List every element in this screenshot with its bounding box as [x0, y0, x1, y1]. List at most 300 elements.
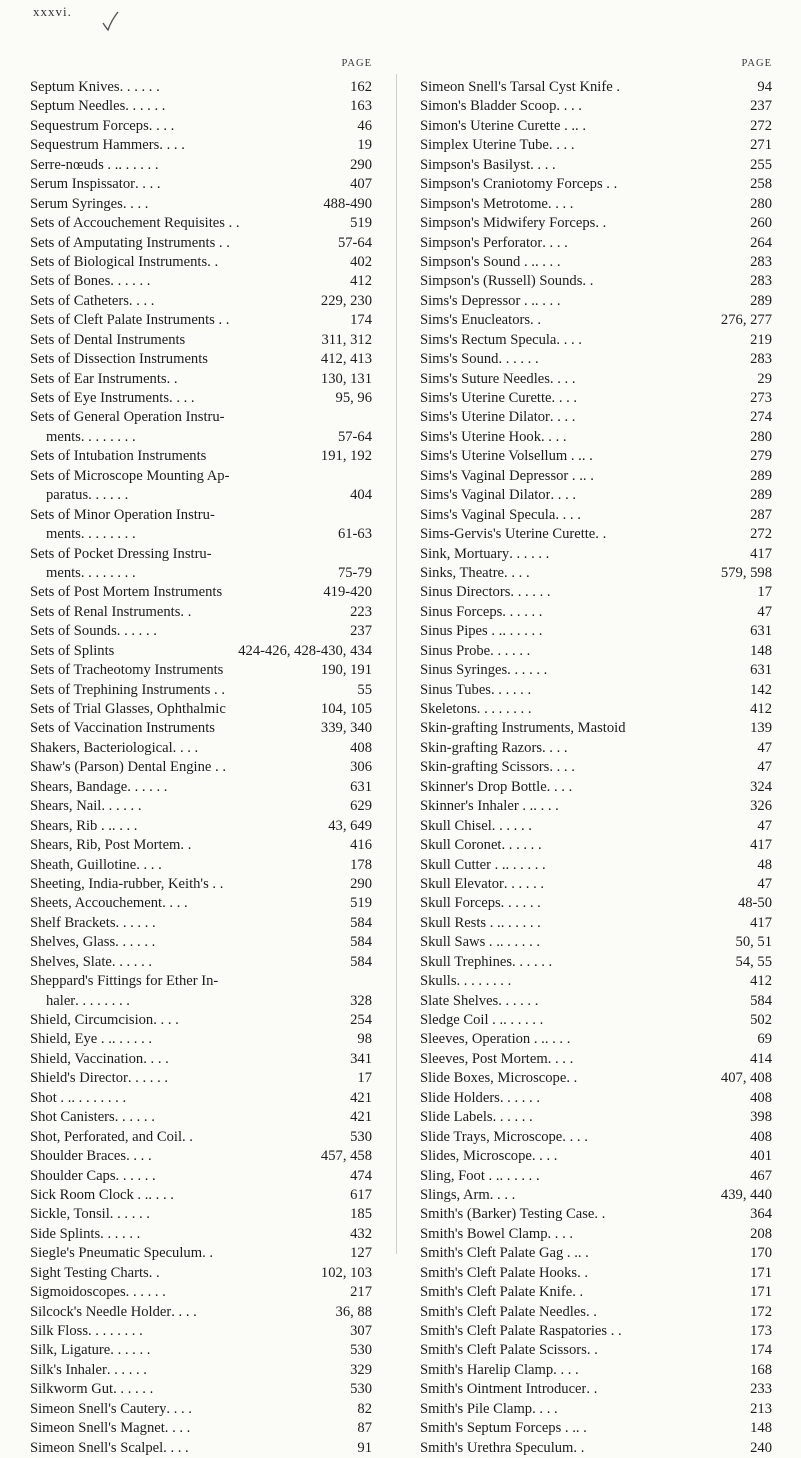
- entry-page-ref: 408: [750, 1089, 772, 1106]
- entry-term: Slide Trays, Microscope: [420, 1128, 563, 1145]
- entry-page-ref: 417: [750, 545, 772, 562]
- entry-page-ref: 329: [350, 1361, 372, 1378]
- index-entry: [420, 78, 772, 97]
- index-entry: [420, 117, 772, 136]
- entry-page-ref: 57-64: [337, 428, 372, 445]
- entry-leader: . . . . . . . .: [88, 1323, 143, 1339]
- entry-leader: . . . . . . . .: [456, 973, 512, 990]
- index-entry: [420, 1147, 772, 1166]
- entry-page-ref: 412: [750, 973, 772, 990]
- entry-page-ref: 579, 598: [720, 564, 772, 581]
- index-entry: [30, 1108, 372, 1127]
- entry-term: haler: [46, 992, 76, 1009]
- entry-page-ref: 237: [750, 98, 772, 115]
- entry-page-ref: 255: [750, 156, 772, 173]
- index-entry: [420, 972, 772, 991]
- entry-leader: . . . .: [555, 506, 581, 523]
- entry-term: Slide Labels: [420, 1109, 493, 1126]
- entry-page-ref: 48: [757, 856, 772, 873]
- index-entry: [30, 564, 372, 583]
- entry-page-ref: 408: [750, 1128, 772, 1145]
- entry-leader: . .: [595, 526, 607, 543]
- entry-page-ref: 404: [350, 487, 372, 504]
- entry-page-ref: 629: [350, 798, 372, 815]
- entry-term: Silkworm Gut: [30, 1381, 114, 1398]
- entry-leader: . . . .: [148, 117, 175, 134]
- entry-term: Skull Cutter . .: [420, 856, 506, 873]
- entry-page-ref: 163: [350, 98, 372, 115]
- entry-page-ref: 341: [350, 1050, 372, 1067]
- entry-term: Sims's Uterine Hook: [420, 428, 541, 445]
- index-entry: [420, 894, 772, 913]
- index-entry: [30, 1400, 372, 1419]
- entry-leader: . . . .: [504, 564, 530, 581]
- index-entry: [30, 1419, 372, 1438]
- entry-leader: . . . . . . . .: [75, 992, 130, 1009]
- entry-leader: . . . .: [562, 1128, 588, 1145]
- entry-leader: . . . . . .: [110, 273, 151, 290]
- entry-page-ref: 233: [750, 1381, 772, 1398]
- entry-leader: . . . .: [547, 1050, 574, 1067]
- entry-term: Shot Canisters: [30, 1109, 115, 1126]
- index-entry: [420, 370, 772, 389]
- column-divider: [396, 74, 397, 1254]
- entry-leader: . . . .: [530, 156, 556, 173]
- column-header: PAGE: [741, 58, 772, 69]
- index-entry: [420, 836, 772, 855]
- index-entry: [420, 175, 772, 194]
- entry-leader: . . . .: [148, 1186, 174, 1203]
- entry-term: Simeon Snell's Magnet: [30, 1420, 165, 1437]
- entry-term: Skin-grafting Razors: [420, 739, 542, 756]
- index-entry: [30, 603, 372, 622]
- entry-page-ref: 530: [350, 1381, 372, 1398]
- entry-term: Skulls: [420, 973, 457, 990]
- index-entry: [30, 1128, 372, 1147]
- index-entry: [30, 1205, 372, 1224]
- entry-leader: . . . .: [172, 739, 199, 756]
- entry-page-ref: 289: [750, 292, 772, 309]
- entry-term: Skull Elevator: [420, 875, 504, 892]
- entry-leader: . . . . . . . .: [476, 701, 532, 717]
- entry-term: Sets of Accouchement Requisites . .: [30, 215, 240, 232]
- entry-term: Skull Forceps: [420, 895, 501, 912]
- entry-page-ref: 174: [750, 1342, 772, 1359]
- index-entry: [30, 1322, 372, 1341]
- index-entry: [420, 1361, 772, 1380]
- entry-page-ref: 326: [750, 798, 772, 815]
- index-entry: [30, 583, 372, 602]
- index-entry: [420, 992, 772, 1011]
- entry-term: Sims-Gervis's Uterine Curette: [420, 526, 596, 543]
- entry-term: Sets of Sounds: [30, 623, 117, 640]
- entry-page-ref: 104, 105: [320, 701, 372, 717]
- entry-term: Simpson's Basilyst: [420, 156, 531, 173]
- index-entry: [420, 758, 772, 777]
- entry-page-ref: 417: [750, 914, 772, 931]
- index-entry: [30, 253, 372, 272]
- entry-term: Sets of Ear Instruments: [30, 370, 167, 387]
- index-entry: [420, 622, 772, 641]
- index-entry: [420, 525, 772, 544]
- entry-term: Skull Trephines: [420, 953, 513, 970]
- entry-term: Smith's Cleft Palate Knife: [420, 1284, 573, 1301]
- entry-leader: . .: [594, 1206, 606, 1223]
- index-entry: [30, 622, 372, 641]
- entry-term: Shears, Nail: [30, 798, 102, 815]
- entry-leader: . . . . . .: [88, 487, 129, 504]
- index-entry: [30, 836, 372, 855]
- index-entry: [30, 331, 372, 350]
- entry-leader: . .: [575, 117, 586, 134]
- entry-page-ref: 432: [350, 1225, 372, 1242]
- entry-page-ref: 217: [350, 1284, 372, 1301]
- entry-page-ref: 311, 312: [321, 331, 372, 348]
- entry-term: Serum Syringes: [30, 195, 123, 212]
- entry-term: Shield, Vaccination: [30, 1050, 144, 1067]
- entry-leader: . . . .: [534, 292, 561, 309]
- index-entry: [30, 467, 372, 486]
- entry-leader: . . . .: [551, 390, 578, 406]
- entry-page-ref: 47: [757, 603, 772, 620]
- entry-page-ref: 401: [750, 1148, 772, 1165]
- entry-page-ref: 412: [350, 273, 372, 290]
- entry-leader: . .: [577, 1264, 589, 1281]
- entry-term: Skinner's Drop Bottle: [420, 778, 547, 795]
- entry-page-ref: 412, 413: [320, 351, 372, 368]
- entry-leader: . .: [566, 1070, 578, 1087]
- entry-page-ref: 307: [350, 1323, 372, 1339]
- entry-page-ref: 171: [750, 1264, 772, 1281]
- entry-term: Smith's Cleft Palate Needles: [420, 1303, 586, 1320]
- entry-page-ref: 47: [757, 759, 772, 776]
- index-entry: [30, 1244, 372, 1263]
- index-entry: [420, 797, 772, 816]
- entry-leader: . . . .: [556, 331, 582, 348]
- entry-page-ref: 87: [357, 1420, 372, 1437]
- entry-term: Sims's Uterine Dilator: [420, 409, 550, 426]
- index-entry: [420, 1322, 772, 1341]
- entry-leader: . . . .: [549, 759, 575, 776]
- entry-page-ref: 407: [350, 176, 372, 193]
- entry-leader: . . . . . .: [127, 778, 168, 795]
- entry-term: Shield, Eye . .: [30, 1031, 112, 1048]
- entry-term: Simplex Uterine Tube: [420, 137, 549, 154]
- entry-page-ref: 407, 408: [720, 1070, 772, 1087]
- index-entry: [420, 1050, 772, 1069]
- index-entry: [30, 78, 372, 97]
- index-entry: [30, 953, 372, 972]
- index-entry: [30, 1147, 372, 1166]
- index-entry: [30, 545, 372, 564]
- entry-leader: . . . .: [159, 137, 185, 154]
- index-entry: [420, 234, 772, 253]
- entry-page-ref: 274: [750, 409, 772, 426]
- entry-page-ref: 474: [350, 1167, 372, 1184]
- entry-term: Skull Coronet: [420, 837, 502, 854]
- index-entry: [30, 1186, 372, 1205]
- entry-term: Side Splints: [30, 1225, 101, 1242]
- entry-page-ref: 421: [350, 1109, 372, 1126]
- entry-page-ref: 412: [750, 701, 772, 717]
- entry-page-ref: 130, 131: [320, 370, 372, 387]
- entry-term: Sequestrum Forceps: [30, 117, 149, 134]
- index-entry: [30, 1069, 372, 1088]
- index-entry: [420, 1341, 772, 1360]
- entry-leader: . . . . . .: [119, 79, 160, 95]
- entry-leader: . .: [595, 215, 607, 232]
- entry-page-ref: 46: [357, 117, 372, 134]
- index-entry: [420, 506, 772, 525]
- entry-page-ref: 439, 440: [720, 1186, 772, 1203]
- entry-term: Sigmoidoscopes: [30, 1284, 126, 1301]
- index-entry: [30, 136, 372, 155]
- index-entry: [420, 253, 772, 272]
- entry-page-ref: 148: [750, 1420, 772, 1437]
- index-entry: [30, 292, 372, 311]
- entry-term: ments: [46, 526, 81, 543]
- entry-term: Shears, Rib . .: [30, 817, 112, 834]
- entry-page-ref: 584: [750, 992, 772, 1009]
- entry-leader: . . . .: [143, 1050, 169, 1067]
- entry-page-ref: 185: [350, 1206, 372, 1223]
- entry-term: Simpson's Craniotomy Forceps . .: [420, 176, 618, 193]
- entry-term: Slides, Microscope: [420, 1148, 532, 1165]
- entry-page-ref: 271: [750, 137, 772, 154]
- index-entry: [30, 1167, 372, 1186]
- entry-leader: . . . . . .: [502, 603, 543, 620]
- index-entry: [30, 447, 372, 466]
- entry-page-ref: 148: [750, 642, 772, 659]
- entry-term: Simpson's Sound . .: [420, 253, 535, 270]
- entry-term: Sick Room Clock . .: [30, 1186, 149, 1203]
- entry-term: Sets of Vaccination Instruments: [30, 720, 215, 737]
- index-entry: [420, 1225, 772, 1244]
- index-entry: [30, 1225, 372, 1244]
- index-entry: [420, 331, 772, 350]
- entry-page-ref: 398: [750, 1109, 772, 1126]
- entry-page-ref: 91: [357, 1439, 372, 1456]
- entry-term: Sight Testing Charts: [30, 1264, 149, 1281]
- entry-page-ref: 223: [350, 603, 372, 620]
- entry-leader: . .: [581, 448, 593, 465]
- entry-leader: . . . . . .: [115, 914, 156, 931]
- entry-term: Silk Floss: [30, 1323, 88, 1339]
- entry-leader: . .: [572, 1284, 584, 1301]
- entry-page-ref: 82: [357, 1400, 372, 1417]
- entry-term: Sims's Depressor . .: [420, 292, 535, 309]
- index-entry: [30, 272, 372, 291]
- entry-term: Sling, Foot . .: [420, 1167, 500, 1184]
- entry-page-ref: 272: [750, 526, 772, 543]
- entry-page-ref: 280: [750, 195, 772, 212]
- entry-term: Silk, Ligature: [30, 1342, 111, 1359]
- entry-leader: . .: [202, 1245, 214, 1262]
- index-entry: [420, 1380, 772, 1399]
- entry-page-ref: 408: [350, 739, 372, 756]
- entry-term: Simon's Bladder Scoop: [420, 98, 557, 115]
- entry-page-ref: 61-63: [337, 526, 372, 543]
- entry-term: Skeletons: [420, 701, 477, 717]
- index-entry: [420, 681, 772, 700]
- entry-leader: . . . .: [169, 390, 195, 406]
- entry-term: Sets of Amputating Instruments . .: [30, 234, 230, 251]
- index-entry: [30, 389, 372, 408]
- column-header: PAGE: [341, 58, 372, 69]
- index-entry: [420, 1400, 772, 1419]
- entry-term: Simpson's Midwifery Forceps: [420, 215, 596, 232]
- entry-leader: . . . .: [166, 1400, 192, 1417]
- index-entry: [30, 195, 372, 214]
- index-entry: [30, 214, 372, 233]
- entry-leader: . . . .: [171, 1303, 197, 1320]
- index-entry: [420, 1128, 772, 1147]
- entry-page-ref: 272: [750, 117, 772, 134]
- entry-page-ref: 208: [750, 1225, 772, 1242]
- index-entry: [420, 1439, 772, 1458]
- entry-leader: . . . .: [128, 292, 155, 309]
- index-entry: [420, 467, 772, 486]
- entry-leader: . . . .: [542, 234, 568, 251]
- index-entry: [30, 797, 372, 816]
- entry-term: Shoulder Braces: [30, 1148, 127, 1165]
- entry-leader: . . . . . . . .: [80, 428, 136, 445]
- entry-term: Simeon Snell's Tarsal Cyst Knife .: [420, 79, 620, 95]
- index-entry: [30, 719, 372, 738]
- entry-page-ref: 488-490: [323, 195, 372, 212]
- entry-list: [30, 78, 372, 1458]
- index-entry: [420, 136, 772, 155]
- index-entry: [420, 817, 772, 836]
- entry-leader: . . . .: [164, 1420, 191, 1437]
- entry-leader: . . . . . . . .: [80, 564, 136, 581]
- entry-leader: . . . .: [548, 137, 575, 154]
- entry-page-ref: 260: [750, 215, 772, 232]
- entry-term: paratus: [46, 487, 89, 504]
- entry-leader: . . . . . .: [509, 545, 550, 562]
- entry-leader: . . . . . .: [114, 1109, 155, 1126]
- index-entry: [420, 603, 772, 622]
- entry-leader: . . . . . .: [498, 992, 539, 1009]
- index-entry: [420, 1419, 772, 1438]
- index-entry: [30, 972, 372, 991]
- entry-term: Shelves, Slate: [30, 953, 112, 970]
- entry-term: Shield's Director: [30, 1070, 128, 1087]
- entry-term: Sets of Eye Instruments: [30, 390, 170, 406]
- entry-term: Shears, Bandage: [30, 778, 128, 795]
- entry-term: Shot . .: [30, 1089, 72, 1106]
- entry-term: Sets of Pocket Dressing Instru-: [30, 545, 212, 562]
- entry-page-ref: 50, 51: [735, 934, 772, 951]
- index-entry: [30, 1011, 372, 1030]
- entry-page-ref: 75-79: [337, 564, 372, 581]
- entry-leader: . . . . . .: [111, 953, 153, 970]
- entry-leader: . . . .: [547, 1225, 574, 1242]
- index-entry: [30, 1030, 372, 1049]
- entry-leader: . .: [586, 1381, 598, 1398]
- entry-page-ref: 94: [757, 79, 772, 95]
- entry-term: Sims's Vaginal Specula: [420, 506, 556, 523]
- index-entry: [30, 1303, 372, 1322]
- entry-leader: . . . .: [549, 370, 576, 387]
- entry-leader: . . . . . .: [491, 817, 532, 834]
- entry-term: Smith's Cleft Palate Gag . .: [420, 1245, 578, 1262]
- entry-term: Sets of Post Mortem Instruments: [30, 584, 223, 601]
- index-entry: [30, 97, 372, 116]
- entry-leader: . . . . . .: [499, 1167, 540, 1184]
- entry-page-ref: 424-426, 428-430, 434: [238, 642, 372, 659]
- entry-leader: . . . .: [162, 895, 188, 912]
- index-entry: [420, 272, 772, 291]
- index-entry: [420, 350, 772, 369]
- entry-leader: . . . .: [546, 778, 573, 795]
- entry-term: Shears, Rib, Post Mortem: [30, 837, 181, 854]
- entry-term: Shelves, Glass: [30, 934, 116, 951]
- entry-term: Sets of Catheters: [30, 292, 129, 309]
- entry-term: Skin-grafting Instruments, Mastoid: [420, 720, 626, 737]
- index-entry: [420, 1186, 772, 1205]
- entry-leader: . . . . . .: [492, 1109, 533, 1126]
- entry-page-ref: 519: [350, 215, 372, 232]
- entry-leader: . . . .: [550, 487, 577, 504]
- entry-term: Smith's Pile Clamp: [420, 1400, 533, 1417]
- entry-term: Sets of Biological Instruments: [30, 253, 208, 270]
- entry-leader: . . . . . .: [111, 1031, 153, 1048]
- entry-leader: . . . .: [534, 253, 561, 270]
- entry-leader: . . . .: [556, 98, 582, 115]
- entry-term: Sims's Uterine Curette: [420, 390, 552, 406]
- entry-term: Shield, Circumcision: [30, 1012, 154, 1028]
- entry-leader: . .: [180, 603, 192, 620]
- entry-leader: . .: [182, 1128, 193, 1145]
- entry-term: Smith's Urethra Speculum: [420, 1439, 574, 1456]
- index-entry: [420, 778, 772, 797]
- entry-page-ref: 467: [750, 1167, 772, 1184]
- entry-page-ref: 173: [750, 1323, 772, 1339]
- index-entry: [420, 1011, 772, 1030]
- entry-page-ref: 273: [750, 390, 772, 406]
- entry-term: Simeon Snell's Cautery: [30, 1400, 167, 1417]
- index-entry: [30, 1089, 372, 1108]
- entry-page-ref: 69: [757, 1031, 772, 1048]
- index-entry: [420, 1303, 772, 1322]
- index-entry: [420, 719, 772, 738]
- index-entry: [30, 856, 372, 875]
- entry-page-ref: 584: [350, 934, 372, 951]
- entry-term: Sets of Dental Instruments: [30, 331, 186, 348]
- check-mark-icon: [99, 10, 121, 32]
- entry-term: Sets of General Operation Instru-: [30, 409, 225, 426]
- entry-term: Smith's Ointment Introducer: [420, 1381, 587, 1398]
- entry-page-ref: 254: [350, 1012, 372, 1028]
- entry-page-ref: 324: [750, 778, 772, 795]
- entry-leader: . . . . . .: [116, 623, 157, 640]
- entry-term: Skinner's Inhaler . .: [420, 798, 534, 815]
- entry-leader: . . . .: [136, 856, 162, 873]
- entry-page-ref: 584: [350, 953, 372, 970]
- entry-leader: . . . .: [532, 1400, 558, 1417]
- entry-term: Sinks, Theatre: [420, 564, 505, 581]
- index-entry: [420, 428, 772, 447]
- index-entry: [30, 156, 372, 175]
- index-entry: [420, 700, 772, 719]
- entry-page-ref: 290: [350, 875, 372, 892]
- entry-term: Septum Knives: [30, 79, 120, 95]
- entry-term: Septum Needles: [30, 98, 126, 115]
- entry-leader: . .: [575, 1420, 587, 1437]
- entry-page-ref: 237: [350, 623, 372, 640]
- entry-term: Slate Shelves: [420, 992, 499, 1009]
